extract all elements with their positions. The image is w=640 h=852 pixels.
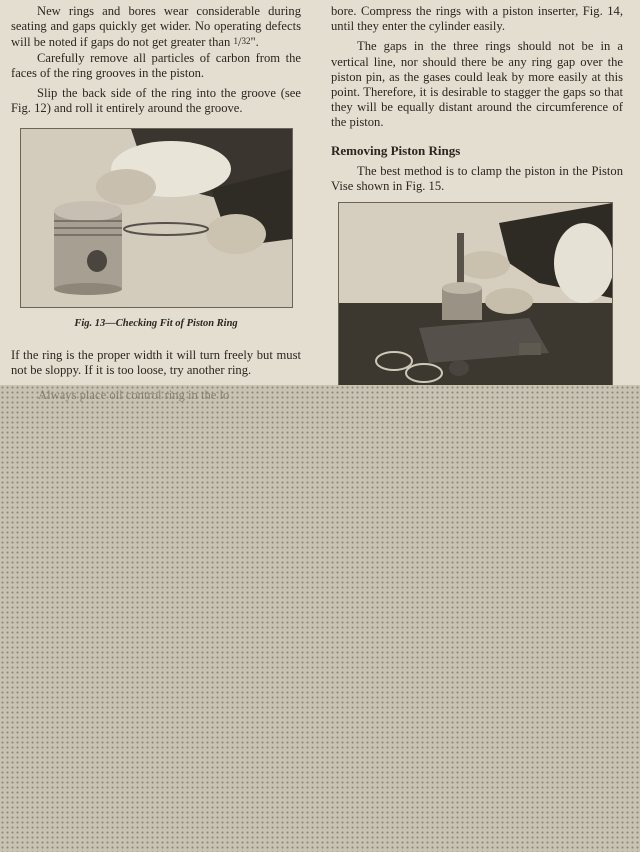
paragraph-remove-carbon: Carefully remove all particles of carbon from the faces of the ring grooves in the piston. — [11, 50, 301, 80]
paragraph-proper-width: If the ring is the proper width it will turn freely but must not be sloppy. If it is too loose, try another ring. — [11, 347, 301, 377]
figure-13-caption: Fig. 13—Checking Fit of Piston Ring — [74, 318, 238, 330]
fraction-denominator: 32 — [241, 36, 251, 47]
document-page — [0, 0, 640, 395]
paragraph-slip-ring: Slip the back side of the ring into the groove (see Fig. 12) and roll it entirely around the groove. — [11, 86, 301, 116]
right-column — [331, 4, 623, 386]
left-column — [11, 4, 301, 378]
figure-15-photo — [338, 202, 613, 386]
fraction-numerator: 1 — [233, 36, 238, 47]
partially-hidden-text-line: Always place oil control ring in the lo — [38, 388, 230, 402]
figure-13-photo — [20, 128, 293, 308]
torn-page-overlay — [0, 385, 640, 852]
paragraph-piston-vise: The best method is to clamp the piston in the Piston Vise shown in Fig. 15. — [331, 163, 623, 194]
paragraph-ring-gaps-stagger: The gaps in the three rings should not be in a vertical line, nor should there be any ring gap over the piston pin, as the gases could leak by more easily at this point. Therefore, it is desirable to stagger the gaps so that they will be equally distant around the circumference of the piston. — [331, 39, 623, 130]
section-heading-removing-piston-rings: Removing Piston Rings — [331, 142, 461, 158]
paragraph-compress-rings: bore. Compress the rings with a piston inserter, Fig. 14, until they enter the cylinder easily. — [331, 4, 623, 34]
paragraph-ring-gaps: New rings and bores wear considerable during seating and gaps quickly get wider. No operating defects will be noted if gaps do not get greater than 1/32". — [11, 4, 301, 50]
